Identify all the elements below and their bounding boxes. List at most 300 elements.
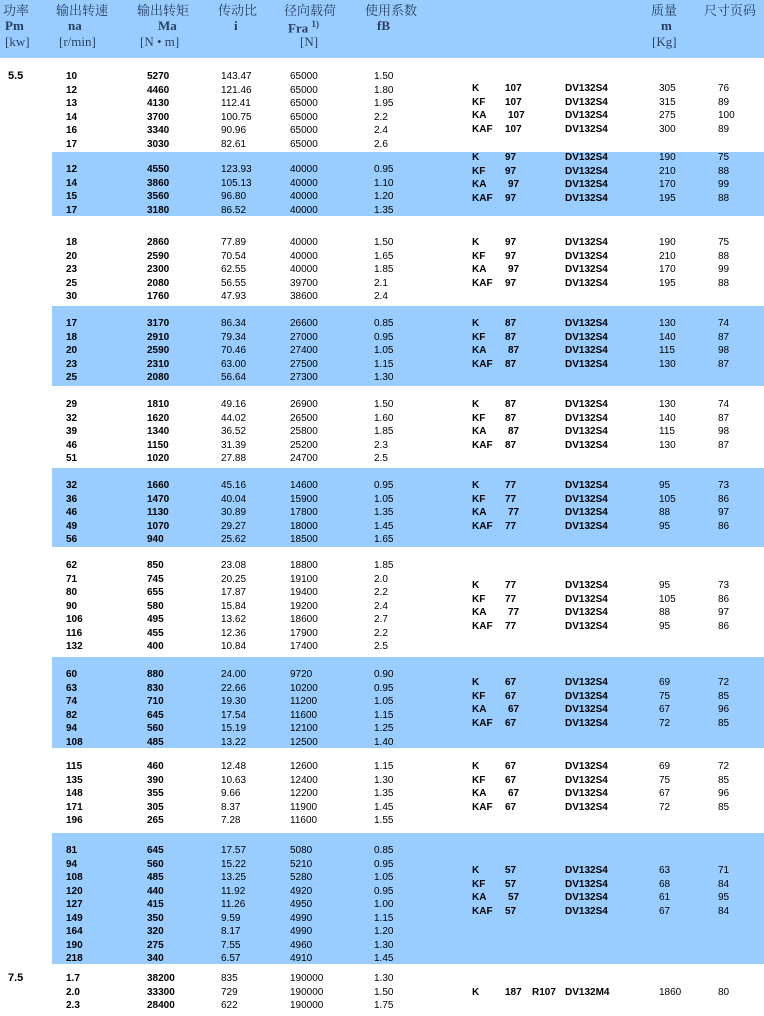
gear-size-cell: 87 bbox=[505, 439, 517, 451]
ratio-cell: 7.55 bbox=[221, 939, 241, 951]
torque-cell: 830 bbox=[147, 682, 164, 694]
torque-cell: 2590 bbox=[147, 250, 170, 262]
mass-cell: 67 bbox=[659, 704, 671, 715]
torque-cell: 560 bbox=[147, 858, 164, 870]
radial-load-cell: 17400 bbox=[290, 641, 318, 652]
radial-load-cell: 9720 bbox=[290, 669, 313, 680]
ratio-cell: 10.84 bbox=[221, 641, 247, 652]
page-ref-cell: 72 bbox=[718, 677, 730, 688]
torque-cell: 655 bbox=[147, 587, 164, 598]
ratio-cell: 17.57 bbox=[221, 845, 247, 856]
ratio-cell: 13.25 bbox=[221, 872, 247, 883]
service-factor-cell: 1.55 bbox=[374, 815, 394, 826]
ratio-cell: 56.64 bbox=[221, 372, 247, 383]
service-factor-cell: 1.50 bbox=[374, 399, 394, 410]
torque-cell: 2080 bbox=[147, 277, 170, 289]
gear-type-cell: KF bbox=[472, 165, 486, 177]
service-factor-cell: 1.30 bbox=[374, 774, 394, 786]
ratio-cell: 6.57 bbox=[221, 953, 241, 964]
speed-cell: 12 bbox=[66, 164, 78, 175]
gear-type-cell: K bbox=[472, 865, 480, 876]
radial-load-cell: 12100 bbox=[290, 723, 318, 734]
speed-cell: 148 bbox=[66, 788, 83, 799]
power-header-unit: [kw] bbox=[5, 34, 30, 49]
service-factor-cell: 0.95 bbox=[374, 858, 394, 870]
radial-load-cell: 65000 bbox=[290, 71, 318, 82]
motor-cell: DV132S4 bbox=[565, 439, 608, 451]
torque-cell: 460 bbox=[147, 761, 164, 772]
radial-header-cn: 径向载荷 bbox=[284, 3, 337, 18]
ratio-cell: 121.46 bbox=[221, 84, 252, 96]
page-ref-cell: 88 bbox=[718, 165, 730, 177]
service-factor-cell: 2.5 bbox=[374, 453, 388, 464]
radial-load-cell: 4910 bbox=[290, 953, 313, 964]
mass-cell: 88 bbox=[659, 507, 671, 518]
radial-load-cell: 14600 bbox=[290, 480, 318, 491]
torque-cell: 38200 bbox=[147, 973, 175, 984]
torque-cell: 1070 bbox=[147, 520, 170, 532]
gear-size-cell: 97 bbox=[505, 237, 517, 248]
gear-size-cell: 77 bbox=[505, 493, 517, 505]
page-ref-cell: 84 bbox=[718, 905, 730, 917]
gear-type-cell: KA bbox=[472, 788, 487, 799]
ratio-cell: 36.52 bbox=[221, 426, 247, 437]
torque-cell: 33300 bbox=[147, 986, 175, 998]
ratio-cell: 90.96 bbox=[221, 125, 247, 136]
speed-cell: 106 bbox=[66, 614, 83, 625]
speed-cell: 20 bbox=[66, 345, 78, 356]
radial-load-cell: 11600 bbox=[290, 709, 318, 721]
gear-type-cell: KA bbox=[472, 345, 487, 356]
gear-size-cell: 77 bbox=[505, 480, 517, 491]
service-factor-cell: 2.2 bbox=[374, 111, 388, 123]
page-ref-cell: 74 bbox=[718, 318, 730, 329]
gear-size-cell: 77 bbox=[508, 607, 520, 618]
ratio-cell: 24.00 bbox=[221, 669, 247, 680]
page-ref-cell: 76 bbox=[718, 83, 730, 94]
page-ref-cell: 85 bbox=[718, 690, 730, 702]
gear-type-cell: K bbox=[472, 480, 480, 491]
radial-load-cell: 25800 bbox=[290, 426, 318, 437]
page-ref-cell: 86 bbox=[718, 520, 730, 532]
torque-cell: 415 bbox=[147, 899, 164, 910]
torque-cell: 340 bbox=[147, 953, 164, 964]
motor-cell: DV132S4 bbox=[565, 905, 608, 917]
service-factor-cell: 1.30 bbox=[374, 372, 394, 383]
torque-cell: 1760 bbox=[147, 291, 170, 302]
service-factor-cell: 1.45 bbox=[374, 953, 394, 964]
radial-load-cell: 65000 bbox=[290, 84, 318, 96]
torque-cell: 2310 bbox=[147, 358, 170, 370]
gear-size-cell: 97 bbox=[505, 277, 517, 289]
gear-type-cell: KAF bbox=[472, 520, 493, 532]
service-factor-cell: 2.4 bbox=[374, 291, 388, 302]
mass-cell: 69 bbox=[659, 677, 671, 688]
gear-size-cell: 87 bbox=[505, 358, 517, 370]
radial-load-cell: 40000 bbox=[290, 264, 318, 275]
ratio-cell: 31.39 bbox=[221, 439, 247, 451]
service-factor-cell: 1.20 bbox=[374, 191, 394, 202]
page-ref-cell: 88 bbox=[718, 250, 730, 262]
torque-cell: 2300 bbox=[147, 264, 170, 275]
mass-cell: 130 bbox=[659, 399, 676, 410]
motor-cell: DV132S4 bbox=[565, 264, 608, 275]
gear-size-cell: 97 bbox=[508, 264, 520, 275]
torque-cell: 1150 bbox=[147, 439, 169, 451]
mass-cell: 170 bbox=[659, 179, 676, 190]
page-ref-cell: 71 bbox=[718, 865, 730, 876]
gear-type-cell: KA bbox=[472, 426, 487, 437]
service-factor-cell: 1.95 bbox=[374, 98, 394, 109]
gear-type-cell: K bbox=[472, 399, 480, 410]
speed-cell: 14 bbox=[66, 177, 78, 189]
factor-header-cn: 使用系数 bbox=[365, 3, 418, 18]
service-factor-cell: 1.60 bbox=[374, 412, 394, 424]
torque-cell: 1660 bbox=[147, 480, 170, 491]
radial-load-cell: 18600 bbox=[290, 614, 318, 625]
mass-cell: 75 bbox=[659, 690, 671, 702]
service-factor-cell: 1.85 bbox=[374, 264, 394, 275]
motor-cell: DV132S4 bbox=[565, 480, 608, 491]
speed-cell: 2.0 bbox=[66, 986, 80, 998]
speed-cell: 1.7 bbox=[66, 973, 80, 984]
radial-load-cell: 26600 bbox=[290, 318, 318, 329]
ratio-cell: 56.55 bbox=[221, 277, 247, 289]
torque-cell: 390 bbox=[147, 774, 164, 786]
ratio-cell: 63.00 bbox=[221, 358, 247, 370]
speed-cell: 116 bbox=[66, 627, 83, 639]
gear-type-cell: KAF bbox=[472, 123, 493, 135]
gear-type-cell: K bbox=[472, 677, 480, 688]
mass-cell: 115 bbox=[659, 345, 675, 356]
second-gear-cell: R107 bbox=[532, 987, 556, 998]
mass-cell: 105 bbox=[659, 493, 676, 505]
mass-cell: 88 bbox=[659, 607, 671, 618]
ratio-cell: 8.17 bbox=[221, 926, 241, 937]
speed-cell: 18 bbox=[66, 237, 78, 248]
ratio-cell: 49.16 bbox=[221, 399, 247, 410]
torque-cell: 2590 bbox=[147, 345, 170, 356]
speed-cell: 25 bbox=[66, 372, 78, 383]
speed-cell: 15 bbox=[66, 191, 78, 202]
torque-cell: 485 bbox=[147, 872, 164, 883]
torque-cell: 2860 bbox=[147, 237, 170, 248]
mass-cell: 210 bbox=[659, 165, 676, 177]
ratio-cell: 82.61 bbox=[221, 138, 247, 150]
torque-header-symbol: Ma bbox=[158, 18, 177, 33]
service-factor-cell: 1.05 bbox=[374, 345, 394, 356]
motor-cell: DV132S4 bbox=[565, 788, 608, 799]
ratio-cell: 729 bbox=[221, 986, 238, 998]
mass-cell: 210 bbox=[659, 250, 676, 262]
service-factor-cell: 1.40 bbox=[374, 736, 394, 748]
motor-cell: DV132S4 bbox=[565, 717, 608, 729]
service-factor-cell: 1.85 bbox=[374, 426, 394, 437]
torque-cell: 880 bbox=[147, 669, 164, 680]
torque-cell: 495 bbox=[147, 614, 164, 625]
torque-cell: 355 bbox=[147, 788, 164, 799]
motor-cell: DV132S4 bbox=[565, 331, 608, 343]
mass-cell: 72 bbox=[659, 717, 671, 729]
motor-cell: DV132S4 bbox=[565, 620, 608, 632]
ratio-cell: 30.89 bbox=[221, 507, 247, 518]
motor-cell: DV132S4 bbox=[565, 237, 608, 248]
torque-cell: 2910 bbox=[147, 331, 170, 343]
gear-type-cell: KAF bbox=[472, 358, 493, 370]
radial-load-cell: 4920 bbox=[290, 885, 313, 897]
ratio-cell: 13.22 bbox=[221, 736, 247, 748]
page-ref-cell: 74 bbox=[718, 399, 730, 410]
gear-size-cell: 67 bbox=[505, 677, 517, 688]
radial-load-cell: 18500 bbox=[290, 534, 318, 545]
motor-cell: DV132S4 bbox=[565, 83, 608, 94]
speed-cell: 12 bbox=[66, 84, 78, 96]
gear-size-cell: 97 bbox=[505, 250, 517, 262]
radial-load-cell: 40000 bbox=[290, 237, 318, 248]
radial-load-cell: 5280 bbox=[290, 872, 313, 883]
service-factor-cell: 1.25 bbox=[374, 723, 394, 734]
radial-load-cell: 27500 bbox=[290, 358, 318, 370]
service-factor-cell: 1.15 bbox=[374, 912, 394, 924]
speed-cell: 71 bbox=[66, 573, 78, 585]
mass-cell: 95 bbox=[659, 480, 671, 491]
ratio-cell: 11.92 bbox=[221, 885, 246, 897]
service-factor-cell: 1.45 bbox=[374, 801, 394, 813]
gear-type-cell: K bbox=[472, 83, 480, 94]
torque-cell: 3340 bbox=[147, 125, 170, 136]
mass-header-symbol: m bbox=[661, 18, 672, 33]
ratio-cell: 100.75 bbox=[221, 111, 252, 123]
torque-cell: 3180 bbox=[147, 204, 170, 216]
radial-load-cell: 12400 bbox=[290, 774, 318, 786]
torque-cell: 3170 bbox=[147, 318, 170, 329]
factor-header-symbol: fB bbox=[377, 18, 390, 33]
gear-type-cell: K bbox=[472, 152, 480, 163]
service-factor-cell: 1.50 bbox=[374, 237, 394, 248]
torque-cell: 2080 bbox=[147, 372, 170, 383]
speed-cell: 190 bbox=[66, 939, 83, 951]
gear-size-cell: 77 bbox=[508, 507, 520, 518]
gear-type-cell: KA bbox=[472, 110, 487, 121]
ratio-cell: 17.87 bbox=[221, 587, 247, 598]
motor-cell: DV132S4 bbox=[565, 358, 608, 370]
motor-cell: DV132S4 bbox=[565, 677, 608, 688]
service-factor-cell: 1.10 bbox=[374, 177, 394, 189]
radial-load-cell: 4950 bbox=[290, 899, 313, 910]
speed-cell: 90 bbox=[66, 600, 78, 612]
gear-size-cell: 87 bbox=[505, 399, 517, 410]
motor-cell: DV132S4 bbox=[565, 345, 608, 356]
page-ref-cell: 89 bbox=[718, 96, 730, 108]
speed-cell: 51 bbox=[66, 453, 78, 464]
mass-cell: 67 bbox=[659, 905, 671, 917]
radial-load-cell: 65000 bbox=[290, 111, 318, 123]
page-ref-cell: 88 bbox=[718, 277, 730, 289]
torque-cell: 5270 bbox=[147, 71, 170, 82]
ratio-cell: 40.04 bbox=[221, 493, 247, 505]
mass-cell: 115 bbox=[659, 426, 675, 437]
ratio-cell: 44.02 bbox=[221, 412, 247, 424]
motor-cell: DV132S4 bbox=[565, 426, 608, 437]
speed-cell: 120 bbox=[66, 885, 83, 897]
gear-size-cell: 77 bbox=[505, 520, 517, 532]
mass-cell: 305 bbox=[659, 83, 676, 94]
ratio-cell: 112.41 bbox=[221, 98, 251, 109]
mass-cell: 130 bbox=[659, 358, 676, 370]
speed-cell: 94 bbox=[66, 858, 78, 870]
service-factor-cell: 1.80 bbox=[374, 84, 394, 96]
gear-size-cell: 97 bbox=[508, 179, 520, 190]
speed-cell: 25 bbox=[66, 277, 78, 289]
radial-load-cell: 190000 bbox=[290, 1000, 324, 1011]
page-ref-cell: 75 bbox=[718, 152, 730, 163]
service-factor-cell: 1.85 bbox=[374, 560, 394, 571]
gear-size-cell: 77 bbox=[505, 580, 517, 591]
page-ref-cell: 87 bbox=[718, 439, 730, 451]
torque-cell: 3700 bbox=[147, 111, 170, 123]
speed-cell: 23 bbox=[66, 358, 78, 370]
page-ref-cell: 87 bbox=[718, 412, 730, 424]
radial-load-cell: 17800 bbox=[290, 507, 318, 518]
ratio-cell: 25.62 bbox=[221, 534, 247, 545]
radial-load-cell: 40000 bbox=[290, 204, 318, 216]
radial-load-cell: 17900 bbox=[290, 627, 318, 639]
table-header bbox=[0, 0, 764, 58]
ratio-header-symbol: i bbox=[234, 18, 238, 33]
ratio-cell: 622 bbox=[221, 1000, 238, 1011]
page-ref-cell: 84 bbox=[718, 878, 730, 890]
torque-cell: 3560 bbox=[147, 191, 170, 202]
mass-cell: 95 bbox=[659, 580, 671, 591]
radial-load-cell: 190000 bbox=[290, 986, 324, 998]
radial-load-cell: 12600 bbox=[290, 761, 318, 772]
speed-cell: 32 bbox=[66, 412, 78, 424]
radial-load-cell: 26900 bbox=[290, 399, 318, 410]
speed-cell: 29 bbox=[66, 399, 78, 410]
ratio-cell: 29.27 bbox=[221, 520, 247, 532]
gear-type-cell: KF bbox=[472, 96, 486, 108]
page-ref-cell: 97 bbox=[718, 507, 730, 518]
speed-cell: 63 bbox=[66, 682, 78, 694]
motor-cell: DV132S4 bbox=[565, 96, 608, 108]
radial-load-cell: 19400 bbox=[290, 587, 318, 598]
speed-cell: 23 bbox=[66, 264, 78, 275]
speed-cell: 74 bbox=[66, 696, 78, 707]
service-factor-cell: 0.95 bbox=[374, 682, 394, 694]
service-factor-cell: 2.5 bbox=[374, 641, 388, 652]
page-ref-cell: 86 bbox=[718, 493, 730, 505]
ratio-cell: 11.26 bbox=[221, 899, 246, 910]
page-ref-cell: 96 bbox=[718, 788, 730, 799]
mass-cell: 1860 bbox=[659, 987, 682, 998]
gear-size-cell: 67 bbox=[508, 704, 520, 715]
mass-header-cn: 质量 bbox=[651, 3, 678, 18]
service-factor-cell: 2.6 bbox=[374, 138, 388, 150]
torque-cell: 560 bbox=[147, 723, 164, 734]
service-factor-cell: 1.35 bbox=[374, 204, 394, 216]
torque-cell: 1130 bbox=[147, 507, 169, 518]
page-ref-cell: 97 bbox=[718, 607, 730, 618]
speed-cell: 196 bbox=[66, 815, 83, 826]
motor-cell: DV132S4 bbox=[565, 878, 608, 890]
motor-cell: DV132S4 bbox=[565, 761, 608, 772]
gear-type-cell: KA bbox=[472, 704, 487, 715]
service-factor-cell: 1.35 bbox=[374, 507, 394, 518]
ratio-cell: 10.63 bbox=[221, 774, 247, 786]
torque-header-cn: 输出转矩 bbox=[137, 3, 190, 18]
gear-size-cell: 107 bbox=[505, 83, 522, 94]
mass-cell: 140 bbox=[659, 412, 676, 424]
radial-load-cell: 27000 bbox=[290, 331, 318, 343]
torque-cell: 1340 bbox=[147, 426, 170, 437]
radial-load-cell: 11200 bbox=[290, 696, 318, 707]
gear-size-cell: 107 bbox=[505, 96, 522, 108]
service-factor-cell: 2.2 bbox=[374, 627, 388, 639]
mass-cell: 75 bbox=[659, 774, 671, 786]
gear-type-cell: K bbox=[472, 318, 480, 329]
mass-cell: 190 bbox=[659, 237, 676, 248]
speed-cell: 30 bbox=[66, 291, 78, 302]
mass-header-unit: [Kg] bbox=[652, 34, 677, 49]
service-factor-cell: 1.45 bbox=[374, 520, 394, 532]
speed-cell: 81 bbox=[66, 845, 78, 856]
radial-load-cell: 27300 bbox=[290, 372, 318, 383]
speed-cell: 149 bbox=[66, 912, 83, 924]
radial-load-cell: 11900 bbox=[290, 801, 318, 813]
service-factor-cell: 0.85 bbox=[374, 318, 394, 329]
gear-type-cell: KA bbox=[472, 607, 487, 618]
gear-size-cell: 57 bbox=[508, 892, 520, 903]
gear-size-cell: 87 bbox=[508, 345, 520, 356]
service-factor-cell: 1.20 bbox=[374, 926, 394, 937]
motor-cell: DV132S4 bbox=[565, 580, 608, 591]
gear-size-cell: 87 bbox=[505, 331, 517, 343]
motor-cell: DV132S4 bbox=[565, 865, 608, 876]
torque-cell: 4460 bbox=[147, 84, 170, 96]
radial-load-cell: 5080 bbox=[290, 845, 313, 856]
radial-load-cell: 4990 bbox=[290, 912, 313, 924]
ratio-cell: 20.25 bbox=[221, 573, 247, 585]
torque-cell: 28400 bbox=[147, 1000, 175, 1011]
mass-cell: 67 bbox=[659, 788, 671, 799]
gear-size-cell: 67 bbox=[505, 774, 517, 786]
ratio-header-cn: 传动比 bbox=[218, 3, 258, 18]
gear-type-cell: KA bbox=[472, 892, 487, 903]
radial-load-cell: 65000 bbox=[290, 125, 318, 136]
page-ref-cell: 86 bbox=[718, 620, 730, 632]
radial-load-cell: 40000 bbox=[290, 177, 318, 189]
ratio-cell: 17.54 bbox=[221, 709, 247, 721]
gear-size-cell: 57 bbox=[505, 878, 517, 890]
page-ref-cell: 98 bbox=[718, 426, 730, 437]
gear-type-cell: KF bbox=[472, 412, 486, 424]
gear-type-cell: KAF bbox=[472, 192, 493, 204]
radial-load-cell: 12500 bbox=[290, 736, 318, 748]
mass-cell: 130 bbox=[659, 439, 676, 451]
mass-cell: 63 bbox=[659, 865, 671, 876]
torque-cell: 940 bbox=[147, 534, 164, 545]
mass-cell: 170 bbox=[659, 264, 676, 275]
speed-cell: 171 bbox=[66, 801, 83, 813]
service-factor-cell: 0.95 bbox=[374, 480, 394, 491]
service-factor-cell: 2.4 bbox=[374, 600, 388, 612]
gear-type-cell: KA bbox=[472, 179, 487, 190]
ratio-cell: 27.88 bbox=[221, 453, 247, 464]
service-factor-cell: 0.95 bbox=[374, 164, 394, 175]
motor-cell: DV132S4 bbox=[565, 179, 608, 190]
gear-type-cell: KF bbox=[472, 331, 486, 343]
ratio-cell: 96.80 bbox=[221, 191, 247, 202]
